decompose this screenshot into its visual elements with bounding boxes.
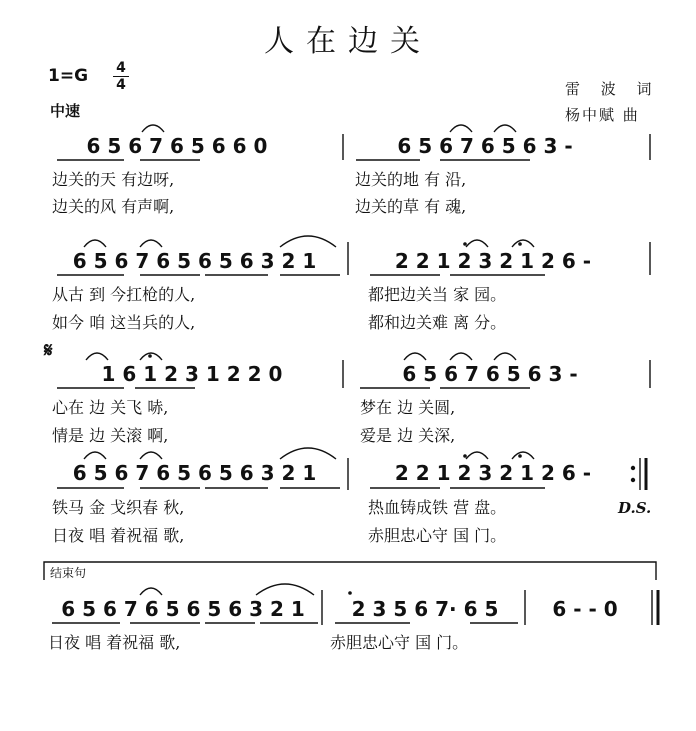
lyric-row-3-verse-1-a: 心在 边 关飞 哧, <box>52 398 169 417</box>
slur <box>494 125 516 132</box>
slur <box>280 448 336 459</box>
slur <box>450 353 472 360</box>
octave-dot <box>148 354 152 358</box>
lyric-row-1-verse-1-b: 边关的地 有 沿, <box>355 170 467 189</box>
lyric-row-4-verse-1-b: 热血铸成铁 营 盘。 <box>368 498 507 517</box>
octave-dot <box>463 454 467 458</box>
ending-bracket <box>44 562 656 580</box>
tempo-marking: 中速 <box>50 102 81 120</box>
notes-row-5-measure-3: 6 - - 0 <box>552 597 618 621</box>
notes-row-5-measure-2: 2 3 5 6 7· 6 5 <box>351 597 499 621</box>
repeat-dot <box>631 478 635 482</box>
slur <box>142 125 164 132</box>
lyric-row-1-verse-2-a: 边关的风 有声啊, <box>52 197 175 216</box>
slur <box>494 353 516 360</box>
notes-row-1-measure-1: 6 5 6 7 6 5 6 6 0 <box>86 134 268 158</box>
lyric-row-1-verse-1-a: 边关的天 有边呀, <box>52 170 175 189</box>
lyric-row-3-verse-2-b: 爱是 边 关深, <box>360 426 456 445</box>
notes-row-2-measure-1: 6 5 6 7 6 5 6 5 6 3 2 1 <box>72 249 317 273</box>
octave-dot <box>463 242 467 246</box>
lyric-row-1-verse-2-b: 边关的草 有 魂, <box>355 197 467 216</box>
slur <box>256 584 314 595</box>
notes-row-3-measure-2: 6 5 6 7 6 5 6 3 - <box>402 362 578 386</box>
ending-phrase-label: 结束句 <box>50 566 87 580</box>
slur <box>140 588 162 595</box>
notes-row-1-measure-2: 6 5 6 7 6 5 6 3 - <box>397 134 573 158</box>
lyric-row-2-verse-2-a: 如今 咱 这当兵的人, <box>52 313 196 332</box>
notes-row-4-measure-1: 6 5 6 7 6 5 6 5 6 3 2 1 <box>72 461 317 485</box>
composer-credit: 杨中赋 曲 <box>565 106 640 124</box>
slur <box>280 236 336 247</box>
octave-dot <box>348 591 352 595</box>
slur <box>466 452 488 459</box>
lyricist-credit: 雷 波 词 <box>565 80 660 98</box>
slur <box>450 125 472 132</box>
notes-row-5-measure-1: 6 5 6 7 6 5 6 5 6 3 2 1 <box>61 597 305 621</box>
lyric-row-5-b: 赤胆忠心守 国 门。 <box>330 633 469 652</box>
lyric-row-2-verse-2-b: 都和边关难 离 分。 <box>368 313 507 332</box>
slur <box>466 240 488 247</box>
segno-sign: 𝄋 <box>44 338 53 362</box>
notes-row-4-measure-2: 2 2 1 2 3 2 1 2 6 - <box>394 461 592 485</box>
repeat-dot <box>631 466 635 470</box>
slur <box>140 452 162 459</box>
octave-dot <box>518 454 522 458</box>
time-signature-top: 4 <box>116 60 126 76</box>
lyric-row-2-verse-1-a: 从古 到 今扛枪的人, <box>52 285 196 304</box>
slur <box>512 452 534 459</box>
notes-row-2-measure-2: 2 2 1 2 3 2 1 2 6 - <box>394 249 592 273</box>
notes-row-3-measure-1: 1 6 1 2 3 1 2 2 0 <box>101 362 283 386</box>
time-signature-bottom: 4 <box>113 76 129 93</box>
lyric-row-4-verse-1-a: 铁马 金 戈织春 秋, <box>52 498 185 517</box>
octave-dot <box>518 242 522 246</box>
slur <box>404 353 426 360</box>
lyric-row-5-a: 日夜 唱 着祝福 歌, <box>48 633 181 652</box>
lyric-row-2-verse-1-b: 都把边关当 家 园。 <box>368 285 507 304</box>
dal-segno-mark: D.S. <box>618 499 652 517</box>
lyric-row-3-verse-1-b: 梦在 边 关圆, <box>360 398 456 417</box>
slur <box>84 240 106 247</box>
lyric-row-4-verse-2-b: 赤胆忠心守 国 门。 <box>368 526 507 545</box>
song-title: 人在边关 <box>264 24 432 59</box>
slur <box>512 240 534 247</box>
slur <box>140 240 162 247</box>
lyric-row-3-verse-2-a: 情是 边 关滚 啊, <box>52 426 169 445</box>
slur <box>86 353 108 360</box>
slur <box>84 452 106 459</box>
key-signature: 1=G <box>48 66 89 86</box>
lyric-row-4-verse-2-a: 日夜 唱 着祝福 歌, <box>52 526 185 545</box>
